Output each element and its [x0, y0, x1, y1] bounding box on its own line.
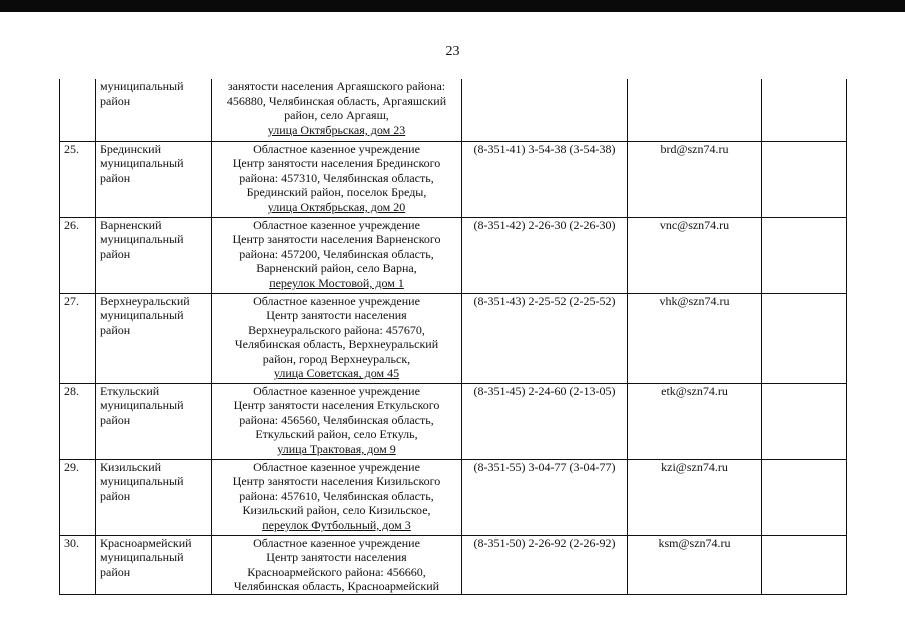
email-cell: [628, 79, 762, 141]
phone-cell: [462, 141, 628, 217]
address-line: района: 457610, Челябинская область,: [239, 488, 434, 503]
empty-cell: [762, 383, 847, 459]
district-line: район: [100, 93, 131, 108]
empty-cell: [762, 217, 847, 293]
address-line: переулок Мостовой, дом 1: [269, 275, 404, 290]
address-line: Областное казенное учреждение: [253, 535, 420, 550]
row-number: 26.: [64, 217, 79, 232]
address-line: Центр занятости населения Кизильского: [232, 474, 441, 489]
empty-cell: [762, 141, 847, 217]
district-line: муниципальный: [100, 156, 184, 171]
district-cell: [96, 459, 212, 535]
address-line: Челябинская область, Красноармейский: [233, 579, 440, 594]
address-line: Челябинская область, Верхнеуральский: [234, 337, 439, 352]
address-line: занятости населения Аргаяшского района:: [227, 79, 446, 93]
row-number-cell: [60, 383, 96, 459]
email-address: kzi@szn74.ru: [661, 459, 728, 474]
district-cell: [96, 141, 212, 217]
district-line: муниципальный: [100, 474, 184, 489]
table-row: [60, 217, 847, 293]
address-line: Областное казенное учреждение: [253, 141, 420, 156]
district-cell: [96, 535, 212, 594]
address-line: Брединский район, поселок Бреды,: [246, 185, 427, 200]
phone-number: (8-351-43) 2-25-52 (2-25-52): [473, 293, 616, 308]
row-number: 30.: [64, 535, 79, 550]
address-line: Красноармейского района: 456660,: [247, 564, 426, 579]
phone-cell: [462, 459, 628, 535]
phone-cell: [462, 293, 628, 383]
row-number-cell: [60, 79, 96, 141]
district-line: муниципальный: [100, 550, 184, 565]
table-row: [60, 79, 847, 141]
row-number-cell: [60, 141, 96, 217]
address-cell: [212, 383, 462, 459]
address-line: Центр занятости населения Еткульского: [233, 398, 440, 413]
table-row: [60, 141, 847, 217]
district-line: Варненский: [100, 217, 162, 232]
empty-cell: [762, 535, 847, 594]
phone-number: (8-351-50) 2-26-92 (2-26-92): [473, 535, 616, 550]
address-line: район, город Верхнеуральск,: [262, 351, 411, 366]
email-cell: [628, 535, 762, 594]
address-cell: [212, 293, 462, 383]
phone-cell: [462, 535, 628, 594]
phone-cell: [462, 383, 628, 459]
email-address: etk@szn74.ru: [661, 383, 728, 398]
email-address: ksm@szn74.ru: [658, 535, 731, 550]
email-cell: [628, 141, 762, 217]
address-line: Областное казенное учреждение: [253, 383, 420, 398]
address-line: Центр занятости населения: [266, 308, 407, 323]
address-line: Центр занятости населения Брединского: [232, 156, 441, 171]
address-line: Областное казенное учреждение: [253, 459, 420, 474]
row-number: 28.: [64, 383, 79, 398]
district-line: муниципальный: [100, 232, 184, 247]
table-row: [60, 459, 847, 535]
district-cell: [96, 383, 212, 459]
phone-cell: [462, 217, 628, 293]
empty-cell: [762, 79, 847, 141]
address-line: Областное казенное учреждение: [253, 217, 420, 232]
district-line: район: [100, 488, 131, 503]
district-line: муниципальный: [100, 79, 184, 93]
table-row: [60, 383, 847, 459]
address-line: Областное казенное учреждение: [253, 293, 420, 308]
district-cell: [96, 293, 212, 383]
address-cell: [212, 141, 462, 217]
address-line: Кизильский район, село Кизильское,: [242, 503, 431, 518]
address-cell: [212, 79, 462, 141]
contacts-table: [59, 79, 847, 595]
district-line: Верхнеуральский: [100, 293, 190, 308]
address-line: Центр занятости населения Варненского: [232, 232, 441, 247]
email-address: vnc@szn74.ru: [659, 217, 730, 232]
address-line: улица Советская, дом 45: [273, 366, 400, 381]
district-line: Еткульский: [100, 383, 160, 398]
district-line: муниципальный: [100, 308, 184, 323]
address-line: района: 457310, Челябинская область,: [239, 170, 434, 185]
phone-number: (8-351-55) 3-04-77 (3-04-77): [473, 459, 616, 474]
email-address: vhk@szn74.ru: [659, 293, 730, 308]
empty-cell: [762, 293, 847, 383]
address-line: улица Октябрьская, дом 23: [267, 122, 406, 137]
district-line: муниципальный: [100, 398, 184, 413]
phone-cell: [462, 79, 628, 141]
phone-number: (8-351-42) 2-26-30 (2-26-30): [473, 217, 616, 232]
address-line: Еткульский район, село Еткуль,: [255, 427, 418, 442]
address-line: Центр занятости населения: [266, 550, 407, 565]
district-line: Красноармейский: [100, 535, 192, 550]
row-number-cell: [60, 535, 96, 594]
district-line: Брединский: [100, 141, 162, 156]
district-line: район: [100, 322, 131, 337]
email-address: brd@szn74.ru: [660, 141, 729, 156]
row-number: 25.: [64, 141, 79, 156]
address-line: Верхнеуральского района: 457670,: [248, 322, 425, 337]
row-number-cell: [60, 217, 96, 293]
address-line: переулок Футбольный, дом 3: [262, 517, 411, 532]
email-cell: [628, 217, 762, 293]
table-row: [60, 293, 847, 383]
district-cell: [96, 79, 212, 141]
address-cell: [212, 459, 462, 535]
address-line: улица Трактовая, дом 9: [277, 441, 396, 456]
address-line: район, село Аргаяш,: [284, 108, 389, 123]
district-line: район: [100, 170, 131, 185]
address-line: района: 457200, Челябинская область,: [239, 246, 434, 261]
address-line: 456880, Челябинская область, Аргаяшский: [226, 93, 447, 108]
row-number-cell: [60, 293, 96, 383]
district-line: район: [100, 246, 131, 261]
address-line: улица Октябрьская, дом 20: [267, 199, 406, 214]
district-line: Кизильский: [100, 459, 162, 474]
phone-number: (8-351-45) 2-24-60 (2-13-05): [473, 383, 616, 398]
email-cell: [628, 459, 762, 535]
empty-cell: [762, 459, 847, 535]
email-cell: [628, 383, 762, 459]
district-line: район: [100, 564, 131, 579]
page-number: 23: [445, 44, 460, 59]
address-line: района: 456560, Челябинская область,: [239, 412, 434, 427]
top-scan-border: [0, 0, 905, 12]
table-row: [60, 535, 847, 594]
district-line: район: [100, 412, 131, 427]
address-cell: [212, 217, 462, 293]
row-number: 27.: [64, 293, 79, 308]
phone-number: (8-351-41) 3-54-38 (3-54-38): [473, 141, 616, 156]
address-line: Варненский район, село Варна,: [256, 261, 417, 276]
address-cell: [212, 535, 462, 594]
row-number: 29.: [64, 459, 79, 474]
email-cell: [628, 293, 762, 383]
row-number-cell: [60, 459, 96, 535]
district-cell: [96, 217, 212, 293]
